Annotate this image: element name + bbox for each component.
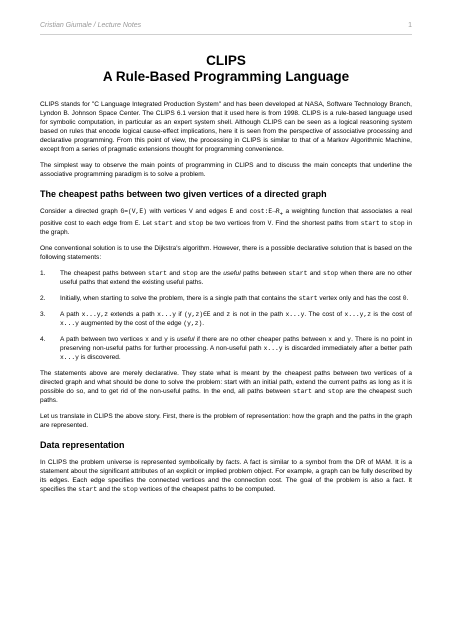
solution-intro: One conventional solution is to use the Dijkstra's algorithm. However, there is a possible declarative solution that is based on the following statements: — [40, 245, 412, 262]
problem-statement: Consider a directed graph G=(V,E) with vertices V and edges E and $\cos t:E\to R_+$ a weighting function that associates a real positive cost to each edge from E. Let start and stop be two vertices from V. Find the shortest paths from start to stop in the graph. — [40, 208, 413, 237]
document-body — [40, 100, 412, 501]
facts-paragraph: In CLIPS the problem universe is represented symbolically by facts. A fact is similar to a symbol from the DR of MAM. It is a statement about the significant attributes of an explicit or implied problem object. For example, a graph can be fully described by its edges. Each edge specifies the connected vertices and the connection cost. The goal of the problem is also a fact. It specifies the start and the stop vertices of the cheapest paths to be computed. — [40, 459, 412, 494]
declarative-explanation: The statements above are merely declarative. They state what is meant by the cheapest paths between two vertices of a directed graph and what should be done to solve the problem: start with an initial path, extend the current paths as long as it is possible do so, and to get rid of the non-useful paths. In the end, all paths between start and stop are the cheapest such paths. — [40, 370, 413, 405]
title-line-1: CLIPS — [206, 53, 246, 68]
section-heading-data-representation: Data representation — [40, 440, 125, 451]
header-author: Cristian Giumale / Lecture Notes — [40, 22, 142, 29]
running-header — [40, 22, 412, 35]
translation-intro: Let us translate in CLIPS the above story. First, there is the problem of representation: how the graph and the paths in the graph are represented. — [40, 413, 412, 430]
intro-paragraph-1: CLIPS stands for "C Language Integrated Production System" and has been developed at NASA, Software Technology Branch, Lyndon B. Johnson Space Center. The CLIPS 6.1 version that it used here is from 1998. CLIPS is a rule-based language used for symbolic computation, in particular as an expert system shell. Although CLIPS can be seen as a logical reasoning system based on rules that encode logical cause-effect implications, here it is seen from the perspective of associative processing and declarative programming. From this point of view, the processing in CLIPS is similar to that of a Markov Algorithmic Machine, except from a series of pragmatic extensions thought for programming convenience. — [40, 101, 412, 153]
page-number: 1 — [408, 22, 412, 29]
document-title — [40, 53, 412, 85]
section-heading-cheapest-paths: The cheapest paths between two given vertices of a directed graph — [40, 189, 327, 199]
list-item: 4. A path between two vertices x and y is useful if there are no other cheaper paths between x and y. There is no point in preserving non-useful paths for further processing. A non-useful path x...y is discarded immediately after a better path x...y is discovered. — [40, 336, 413, 362]
list-item: 2. Initially, when starting to solve the problem, there is a single path that contains the start vertex only and has the cost 0. — [40, 295, 409, 303]
intro-paragraph-2: The simplest way to observe the main points of programming in CLIPS and to discuss the main concepts that underline the associative programming paradigm is to solve a problem. — [40, 162, 412, 178]
statement-list — [40, 269, 412, 362]
list-item: 3. A path x...y,z extends a path x...y if (y,z)∈E and z is not in the path x...y. The cost of x...y,z is the cost of x...y augmented by the cost of the edge (y,z). — [40, 311, 412, 328]
title-line-2: A Rule-Based Programming Language — [102, 69, 350, 84]
list-item: 1. The cheapest paths between start and stop are the useful paths between start and stop when there are no other useful paths that extend the existing useful paths. — [40, 270, 413, 287]
